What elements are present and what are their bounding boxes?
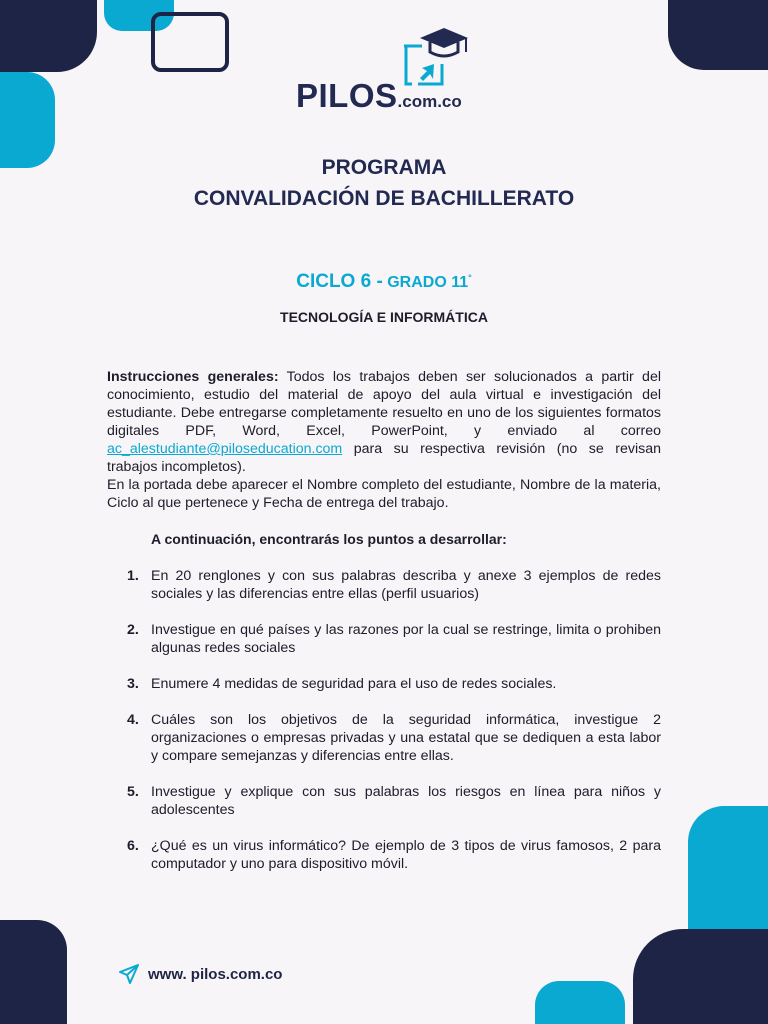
email-link[interactable]: ac_alestudiante@piloseducation.com <box>107 441 343 457</box>
instructions-paragraph <box>107 368 661 476</box>
instructions-text-2: para su respectiva revisión (no se revisan trabajos incompletos). <box>107 441 661 475</box>
footer <box>118 963 282 985</box>
list-item-number: 3. <box>127 676 139 692</box>
cycle-grade: GRADO 11 <box>387 274 469 291</box>
points-intro: A continuación, encontrarás los puntos a desarrollar: <box>151 531 507 547</box>
corner-shape-bottom-left <box>0 920 67 1024</box>
list-item-number: 1. <box>127 568 139 584</box>
corner-shape-top-right <box>668 0 768 70</box>
title-line-2: CONVALIDACIÓN DE BACHILLERATO <box>193 187 575 210</box>
title-line-1: PROGRAMA <box>321 156 447 179</box>
instructions-paragraph-2: En la portada debe aparecer el Nombre completo del estudiante, Nombre de la materia, Ciclo al que pertenece y Fecha de entrega del trabajo. <box>107 477 661 511</box>
cycle-grade-mark: ° <box>468 272 472 283</box>
paper-plane-icon <box>118 963 140 985</box>
footer-url-link[interactable]: www. pilos.com.co <box>148 965 283 983</box>
list-item-number: 2. <box>127 622 139 638</box>
instructions-lead: Instrucciones generales: <box>107 369 279 385</box>
logo-domain: .com.co <box>397 92 462 111</box>
list-item-text: En 20 renglones y con sus palabras describa y anexe 3 ejemplos de redes sociales y las diferencias entre ellas (perfil usuarios) <box>151 568 661 602</box>
list-item-number: 6. <box>127 838 139 854</box>
subject-title: TECNOLOGÍA E INFORMÁTICA <box>280 309 488 325</box>
list-item-text: Enumere 4 medidas de seguridad para el uso de redes sociales. <box>151 676 557 692</box>
cycle-heading <box>0 271 768 293</box>
outline-rounded-rect <box>151 12 229 72</box>
corner-shape-top-left <box>0 0 97 72</box>
corner-shape-top-left-cyan <box>0 72 55 168</box>
logo-wordmark <box>296 77 462 115</box>
logo-brand: PILOS <box>296 77 398 114</box>
corner-shape-bottom-cyan <box>535 981 625 1024</box>
list-item-number: 5. <box>127 784 139 800</box>
list-item-text: Cuáles son los objetivos de la seguridad informática, investigue 2 organizaciones o empresas privadas y una estatal que se dediquen a esta labor y compare semejanzas y diferencias entre ellas. <box>151 712 661 764</box>
list-item-number: 4. <box>127 712 139 728</box>
cycle-label: CICLO 6 - <box>296 271 383 292</box>
instructions-text-1: Todos los trabajos deben ser solucionados a partir del conocimiento, estudio del material de apoyo del aula virtual e investigación del estudiante. Debe entregarse completamente resuelto en uno de los siguientes formatos digitales PDF, Word, Excel, PowerPoint, y enviado al correo <box>107 369 661 439</box>
list-item-text: Investigue y explique con sus palabras los riesgos en línea para niños y adolescentes <box>151 784 661 818</box>
list-item-text: Investigue en qué países y las razones por la cual se restringe, limita o prohiben algunas redes sociales <box>151 622 661 656</box>
corner-shape-bottom-right <box>633 929 768 1024</box>
list-item-text: ¿Qué es un virus informático? De ejemplo de 3 tipos de virus famosos, 2 para computador y uno para dispositivo móvil. <box>151 838 661 872</box>
